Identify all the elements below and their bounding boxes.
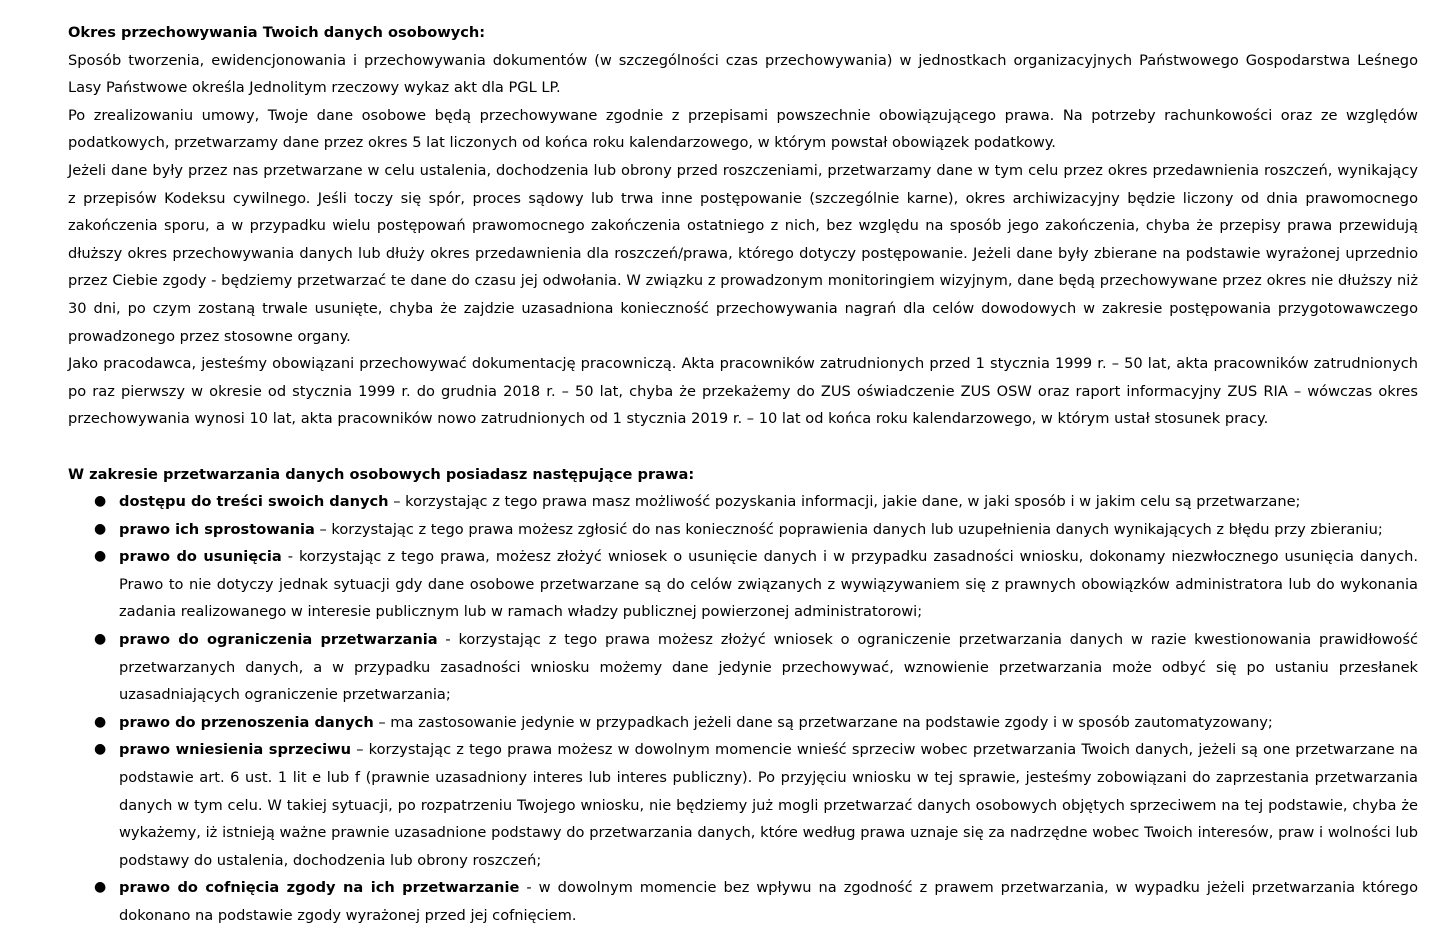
retention-paragraph: Po zrealizowaniu umowy, Twoje dane osobowe będą przechowywane zgodnie z przepisami powszechnie obowiązującego prawa. Na potrzeby rachunkowości oraz ze względów podatkowych, przetwarzamy dane przez okres 5 lat liczonych od końca roku kalendarzowego, w którym powstał obowiązek podatkowy. (68, 106, 1418, 152)
right-description: – ma zastosowanie jedynie w przypadkach jeżeli dane są przetwarzane na podstawie zgody i w sposób zautomatyzowany; (373, 713, 1273, 731)
rights-list (68, 488, 1418, 930)
right-term: prawo do cofnięcia zgody na ich przetwarzanie (119, 879, 520, 897)
section-spacer (68, 433, 1418, 461)
rights-list-item (94, 516, 1418, 544)
right-description: – korzystając z tego prawa możesz w dowolnym momencie wnieść sprzeciw wobec przetwarzania Twoich danych, jeżeli są one przetwarzane na podstawie art. 6 ust. 1 lit e lub f (prawnie uzasadniony interes lub interes publiczny). Po przyjęciu wniosku w tej sprawie, jesteśmy zobowiązani do zaprzestania przetwarzania danych w tym celu. W takiej sytuacji, po rozpatrzeniu Twojego wniosku, nie będziemy już mogli przetwarzać danych osobowych objętych sprzeciwem na tej podstawie, chyba że wykażemy, iż istnieją ważne prawnie uzasadnione podstawy do przetwarzania danych, które według prawa uznaje się za nadrzędne wobec Twoich interesów, praw i wolności lub podstawy do ustalenia, dochodzenia lub obrony roszczeń; (119, 741, 1418, 869)
rights-list-item (94, 488, 1418, 516)
bullet-icon: ● (94, 548, 107, 565)
rights-list-item (94, 736, 1418, 874)
right-term: prawo ich sprostowania (119, 520, 315, 538)
retention-section (68, 19, 1418, 433)
rights-section (68, 461, 1418, 930)
retention-paragraph: Sposób tworzenia, ewidencjonowania i przechowywania dokumentów (w szczególności czas przechowywania) w jednostkach organizacyjnych Państwowego Gospodarstwa Leśnego Lasy Państwowe określa Jednolitym rzeczowy wykaz akt dla PGL LP. (68, 51, 1418, 97)
bullet-icon: ● (94, 520, 107, 537)
bullet-icon: ● (94, 493, 107, 510)
bullet-icon: ● (94, 713, 107, 730)
rights-list-item (94, 626, 1418, 709)
right-description: - w dowolnym momencie bez wpływu na zgodność z prawem przetwarzania, w wypadku jeżeli przetwarzania którego dokonano na podstawie zgody wyrażonej przed jej cofnięciem. (119, 879, 1418, 924)
right-term: prawo do ograniczenia przetwarzania (119, 631, 438, 649)
right-description: – korzystając z tego prawa możesz zgłosić do nas konieczność poprawienia danych lub uzupełnienia danych wynikających z błędu przy zbieraniu; (314, 520, 1383, 538)
retention-heading: Okres przechowywania Twoich danych osobowych: (68, 24, 486, 41)
retention-paragraph: Jako pracodawca, jesteśmy obowiązani przechowywać dokumentację pracowniczą. Akta pracowników zatrudnionych przed 1 stycznia 1999 r. – 50 lat, akta pracowników zatrudnionych po raz pierwszy w okresie od stycznia 1999 r. do grudnia 2018 r. – 50 lat, chyba że przekażemy do ZUS oświadczenie ZUS OSW oraz raport informacyjny ZUS RIA – wówczas okres przechowywania wynosi 10 lat, akta pracowników nowo zatrudnionych od 1 stycznia 2019 r. – 10 lat od końca roku kalendarzowego, w którym ustał stosunek pracy. (68, 355, 1418, 428)
right-term: prawo do usunięcia (119, 548, 282, 566)
right-term: dostępu do treści swoich danych (119, 493, 389, 511)
rights-heading: W zakresie przetwarzania danych osobowych posiadasz następujące prawa: (68, 465, 695, 483)
right-term: prawo do przenoszenia danych (119, 713, 374, 731)
rights-list-item (94, 874, 1418, 929)
right-description: – korzystając z tego prawa masz możliwość pozyskania informacji, jakie dane, w jaki sposób i w jakim celu są przetwarzane; (388, 493, 1301, 511)
rights-list-item (94, 709, 1418, 737)
bullet-icon: ● (94, 631, 107, 648)
right-description: - korzystając z tego prawa, możesz złożyć wniosek o usunięcie danych i w przypadku zasadności wniosku, dokonamy niezwłocznego usunięcia danych. Prawo to nie dotyczy jednak sytuacji gdy dane osobowe przetwarzane są do celów związanych z wywiązywaniem się z prawnych obowiązków administratora lub do wykonania zadania realizowanego w interesie publicznym lub w ramach władzy publicznej powierzonej administratorowi; (119, 548, 1418, 621)
bullet-icon: ● (94, 879, 107, 896)
retention-paragraph: Jeżeli dane były przez nas przetwarzane w celu ustalenia, dochodzenia lub obrony przed roszczeniami, przetwarzamy dane w tym celu przez okres przedawnienia roszczeń, wynikający z przepisów Kodeksu cywilnego. Jeśli toczy się spór, proces sądowy lub trwa inne postępowanie (szczególnie karne), okres archiwizacyjny będzie liczony od dnia prawomocnego zakończenia sporu, a w przypadku wielu postępowań prawomocnego zakończenia ostatniego z nich, bez względu na sposób jego zakończenia, chyba że przepisy prawa przewidują dłuższy okres przechowywania danych lub dłuży okres przedawnienia dla roszczeń/prawa, którego dotyczy postępowanie. Jeżeli dane były zbierane na podstawie wyrażonej uprzednio przez Ciebie zgody - będziemy przetwarzać te dane do czasu jej odwołania. W związku z prowadzonym monitoringiem wizyjnym, dane będą przechowywane przez okres nie dłuższy niż 30 dni, po czym zostaną trwale usunięte, chyba że zajdzie uzasadniona konieczność przechowywania nagrań dla celów dowodowych w zakresie postępowania przygotowawczego prowadzonego przez stosowne organy. (68, 161, 1418, 345)
right-description: - korzystając z tego prawa możesz złożyć wniosek o ograniczenie przetwarzania danych w razie kwestionowania prawidłowość przetwarzanych danych, a w przypadku zasadności wniosku możemy dane jedynie przechowywać, wznowienie przetwarzania może odbyć się po ustaniu przesłanek uzasadniających ograniczenie przetwarzania; (119, 631, 1418, 704)
rights-list-item (94, 543, 1418, 626)
bullet-icon: ● (94, 741, 107, 758)
right-term: prawo wniesienia sprzeciwu (119, 741, 352, 759)
